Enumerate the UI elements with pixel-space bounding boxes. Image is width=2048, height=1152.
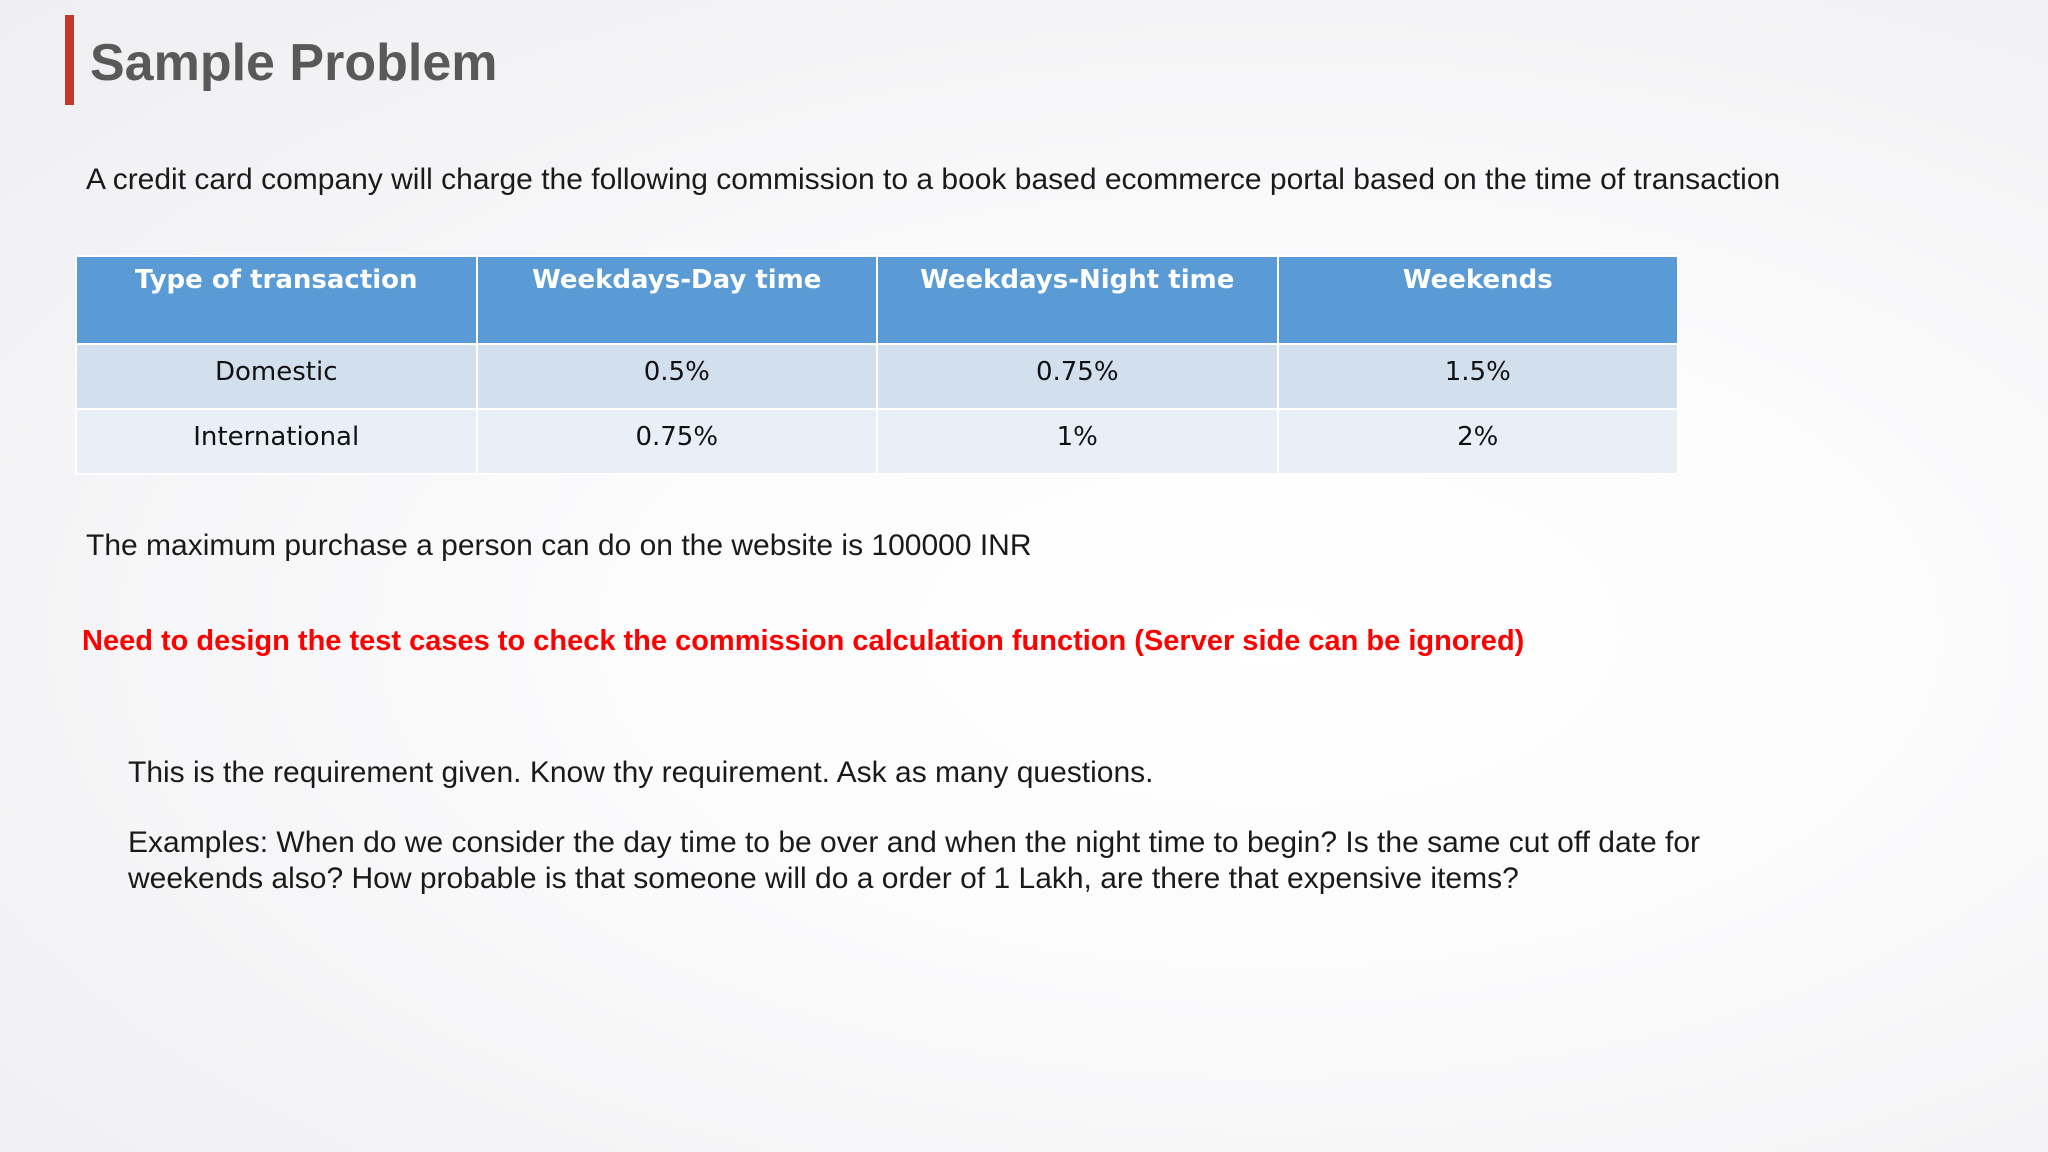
column-header-weekends: Weekends	[1278, 256, 1679, 344]
table-cell-weekdays-day: 0.75%	[477, 409, 878, 474]
column-header-type: Type of transaction	[76, 256, 477, 344]
table-cell-weekdays-night: 0.75%	[877, 344, 1278, 409]
task-statement: Need to design the test cases to check the commission calculation function (Server side can be ignored)	[82, 625, 1525, 657]
table-row	[76, 344, 1678, 409]
table-cell-weekends: 2%	[1278, 409, 1679, 474]
table-cell-weekends: 1.5%	[1278, 344, 1679, 409]
table-cell-type: International	[76, 409, 477, 474]
table-cell-type: Domestic	[76, 344, 477, 409]
title-accent-bar	[65, 15, 74, 105]
max-purchase-text: The maximum purchase a person can do on the website is 100000 INR	[86, 529, 1032, 562]
commission-table	[75, 255, 1679, 475]
table-cell-weekdays-night: 1%	[877, 409, 1278, 474]
table-row	[76, 409, 1678, 474]
intro-text: A credit card company will charge the following commission to a book based ecommerce portal based on the time of transaction	[86, 163, 1781, 196]
requirement-note: This is the requirement given. Know thy requirement. Ask as many questions.	[128, 756, 1154, 789]
examples-line-1: Examples: When do we consider the day time to be over and when the night time to begin? Is the same cut off date for	[128, 826, 1701, 859]
examples-paragraph	[128, 825, 1728, 897]
column-header-weekdays-day: Weekdays-Day time	[477, 256, 878, 344]
slide-title: Sample Problem	[90, 34, 498, 92]
column-header-weekdays-night: Weekdays-Night time	[877, 256, 1278, 344]
table-cell-weekdays-day: 0.5%	[477, 344, 878, 409]
examples-line-2: weekends also? How probable is that someone will do a order of 1 Lakh, are there that expensive items?	[128, 862, 1519, 895]
table-header-row	[76, 256, 1678, 344]
